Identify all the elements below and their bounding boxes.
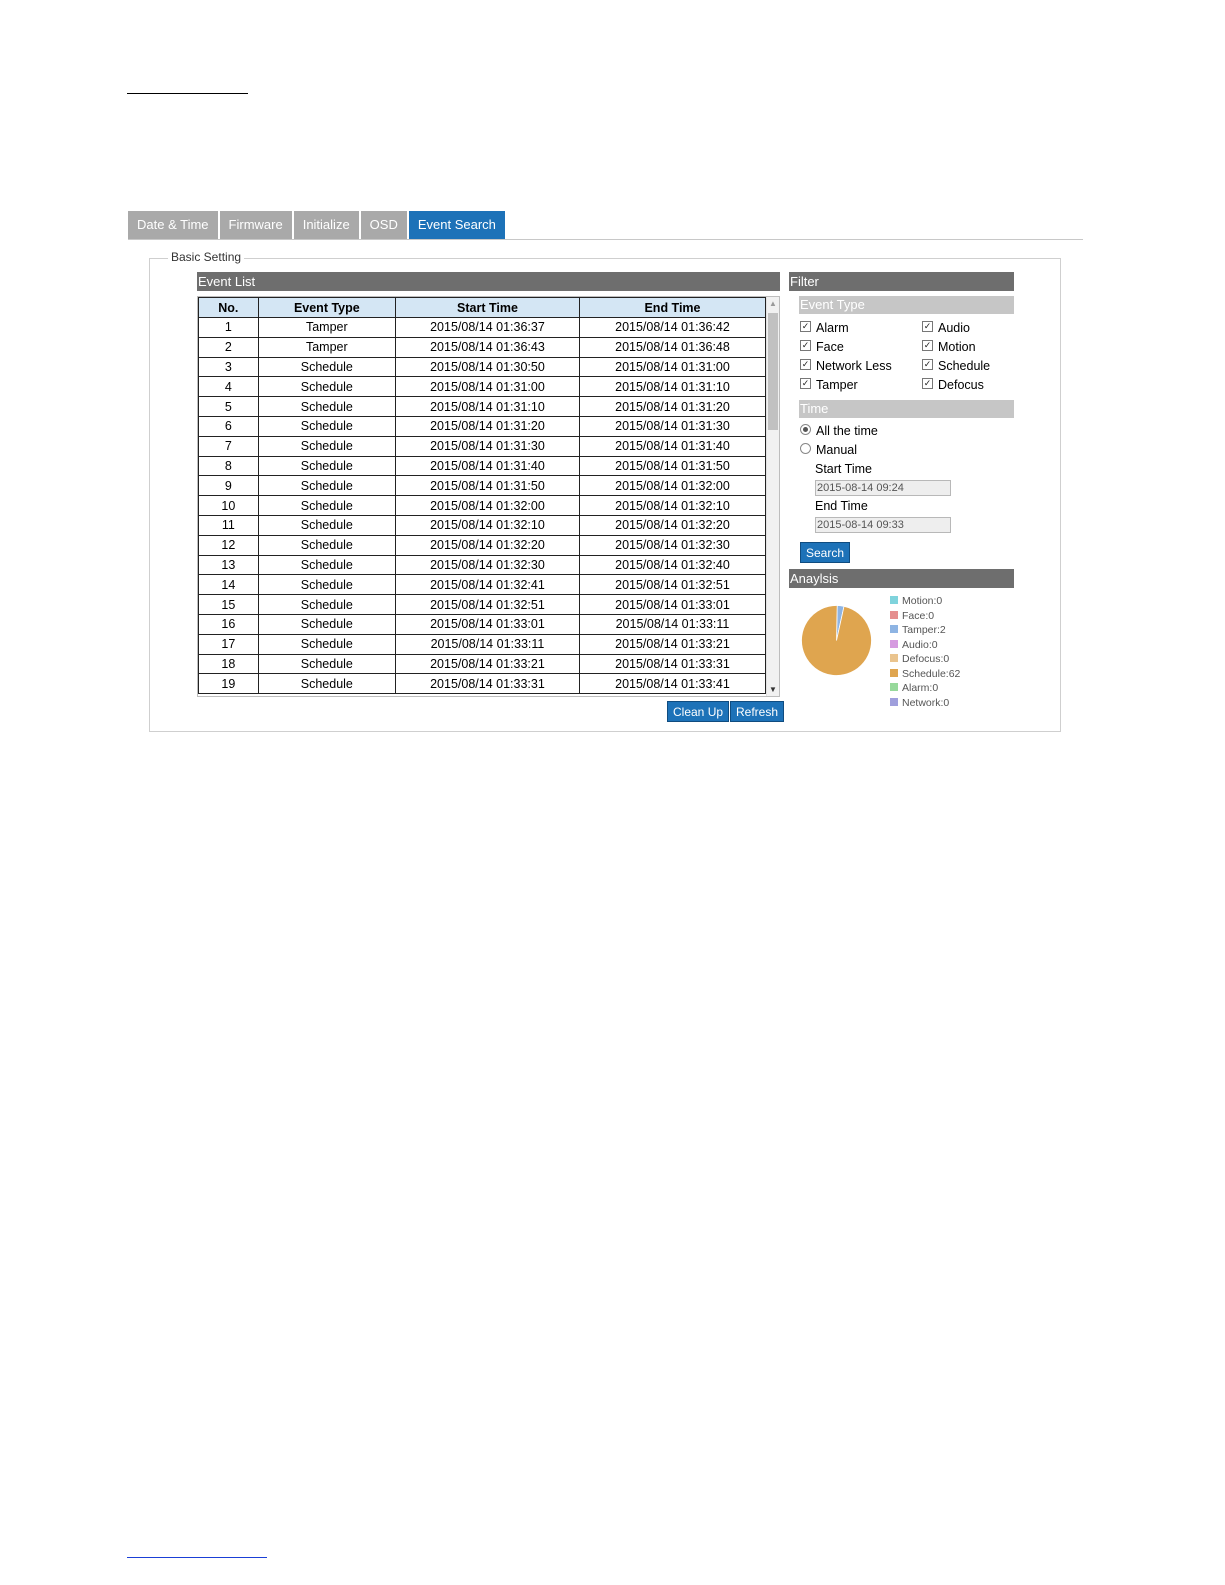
- cell-start-time: 2015/08/14 01:36:37: [395, 318, 579, 338]
- cell-start-time: 2015/08/14 01:32:41: [395, 575, 579, 595]
- checkbox-label: Motion: [938, 340, 976, 354]
- legend-label: Schedule:62: [902, 667, 961, 680]
- refresh-button[interactable]: Refresh: [730, 701, 784, 722]
- tab-initialize[interactable]: Initialize: [294, 211, 359, 239]
- checkmark-icon: ✓: [801, 359, 810, 370]
- cell-event-type: Schedule: [258, 535, 395, 555]
- scroll-up-icon[interactable]: ▲: [769, 299, 777, 308]
- end-time-label: End Time: [815, 499, 868, 513]
- event-table-body: [199, 318, 766, 694]
- cell-end-time: 2015/08/14 01:33:21: [579, 634, 765, 654]
- manual-radio[interactable]: [800, 442, 857, 458]
- checkbox-label: Schedule: [938, 359, 991, 373]
- cell-no: 19: [199, 674, 259, 694]
- cell-end-time: 2015/08/14 01:31:50: [579, 456, 765, 476]
- checkbox-defocus[interactable]: [922, 377, 984, 393]
- cell-end-time: 2015/08/14 01:32:40: [579, 555, 765, 575]
- table-header-row: [199, 298, 766, 318]
- legend-label: Network:0: [902, 696, 950, 709]
- column-header-end-time[interactable]: End Time: [579, 298, 765, 318]
- checkbox-label: Tamper: [816, 378, 858, 392]
- cell-start-time: 2015/08/14 01:31:40: [395, 456, 579, 476]
- cell-no: 8: [199, 456, 259, 476]
- checkbox-label: Alarm: [816, 321, 849, 335]
- cell-start-time: 2015/08/14 01:32:10: [395, 515, 579, 535]
- cell-event-type: Schedule: [258, 515, 395, 535]
- checkbox-schedule[interactable]: [922, 358, 990, 374]
- event-pie-chart: [800, 604, 873, 677]
- checkbox-network-less[interactable]: [800, 358, 892, 374]
- checkmark-icon: ✓: [923, 378, 932, 389]
- legend-item: [890, 594, 960, 609]
- checkbox-label: Face: [816, 340, 844, 354]
- cell-no: 10: [199, 496, 259, 516]
- cell-no: 13: [199, 555, 259, 575]
- table-row[interactable]: [199, 416, 766, 436]
- cell-end-time: 2015/08/14 01:31:00: [579, 357, 765, 377]
- cell-end-time: 2015/08/14 01:33:31: [579, 654, 765, 674]
- column-header-start-time[interactable]: Start Time: [395, 298, 579, 318]
- cell-event-type: Schedule: [258, 634, 395, 654]
- legend-swatch: [890, 611, 898, 619]
- legend-swatch: [890, 654, 898, 662]
- cell-end-time: 2015/08/14 01:31:30: [579, 416, 765, 436]
- cell-no: 18: [199, 654, 259, 674]
- cell-event-type: Schedule: [258, 436, 395, 456]
- basic-setting-legend: Basic Setting: [168, 250, 244, 264]
- checkmark-icon: ✓: [801, 321, 810, 332]
- radio-unselected-icon: [800, 443, 811, 454]
- cell-start-time: 2015/08/14 01:33:21: [395, 654, 579, 674]
- cell-start-time: 2015/08/14 01:31:10: [395, 397, 579, 417]
- legend-item: [890, 681, 960, 696]
- cell-end-time: 2015/08/14 01:32:51: [579, 575, 765, 595]
- legend-swatch: [890, 698, 898, 706]
- checkbox-tamper[interactable]: [800, 377, 858, 393]
- table-row[interactable]: [199, 614, 766, 634]
- legend-swatch: [890, 625, 898, 633]
- cell-event-type: Schedule: [258, 496, 395, 516]
- cell-event-type: Schedule: [258, 397, 395, 417]
- legend-label: Motion:0: [902, 595, 943, 607]
- cell-no: 14: [199, 575, 259, 595]
- cell-start-time: 2015/08/14 01:33:11: [395, 634, 579, 654]
- cell-start-time: 2015/08/14 01:33:31: [395, 674, 579, 694]
- legend-label: Defocus:0: [902, 653, 950, 665]
- tabs-divider: [128, 239, 1083, 240]
- settings-tabs: [128, 211, 507, 239]
- event-list-header: Event List: [197, 272, 780, 291]
- table-row[interactable]: [199, 674, 766, 694]
- page-header-rule: [127, 93, 248, 94]
- legend-label: Tamper:2: [902, 624, 946, 636]
- cell-no: 1: [199, 318, 259, 338]
- table-row[interactable]: [199, 436, 766, 456]
- cell-end-time: 2015/08/14 01:33:11: [579, 614, 765, 634]
- cell-event-type: Tamper: [258, 318, 395, 338]
- legend-item: [890, 667, 960, 682]
- cell-event-type: Schedule: [258, 555, 395, 575]
- table-row[interactable]: [199, 456, 766, 476]
- legend-swatch: [890, 640, 898, 648]
- cell-start-time: 2015/08/14 01:32:51: [395, 595, 579, 615]
- cell-no: 9: [199, 476, 259, 496]
- cell-start-time: 2015/08/14 01:31:30: [395, 436, 579, 456]
- cell-start-time: 2015/08/14 01:32:30: [395, 555, 579, 575]
- time-subheader: Time: [799, 400, 1014, 418]
- table-row[interactable]: [199, 515, 766, 535]
- checkmark-icon: ✓: [801, 378, 810, 389]
- cell-no: 17: [199, 634, 259, 654]
- cell-start-time: 2015/08/14 01:30:50: [395, 357, 579, 377]
- filter-header: Filter: [789, 272, 1014, 291]
- legend-item: [890, 609, 960, 624]
- table-row[interactable]: [199, 496, 766, 516]
- checkmark-icon: ✓: [923, 321, 932, 332]
- checkbox-label: Audio: [938, 321, 970, 335]
- cell-no: 5: [199, 397, 259, 417]
- legend-label: Face:0: [902, 609, 935, 622]
- pie-slice-schedule: [802, 606, 872, 676]
- cell-end-time: 2015/08/14 01:31:40: [579, 436, 765, 456]
- cell-start-time: 2015/08/14 01:31:50: [395, 476, 579, 496]
- event-list-scroll-area[interactable]: [197, 296, 780, 697]
- event-table: [198, 297, 766, 694]
- table-row[interactable]: [199, 634, 766, 654]
- event-type-subheader: Event Type: [799, 296, 1014, 314]
- legend-swatch: [890, 596, 898, 604]
- cell-start-time: 2015/08/14 01:31:00: [395, 377, 579, 397]
- cell-no: 11: [199, 515, 259, 535]
- cell-event-type: Schedule: [258, 377, 395, 397]
- legend-item: [890, 623, 960, 638]
- table-row[interactable]: [199, 357, 766, 377]
- checkbox-label: Defocus: [938, 378, 984, 392]
- table-row[interactable]: [199, 575, 766, 595]
- cell-start-time: 2015/08/14 01:32:00: [395, 496, 579, 516]
- cell-end-time: 2015/08/14 01:36:48: [579, 337, 765, 357]
- cell-end-time: 2015/08/14 01:31:20: [579, 397, 765, 417]
- manual-label: Manual: [816, 443, 857, 457]
- cell-end-time: 2015/08/14 01:33:41: [579, 674, 765, 694]
- cell-start-time: 2015/08/14 01:31:20: [395, 416, 579, 436]
- cell-no: 4: [199, 377, 259, 397]
- cell-start-time: 2015/08/14 01:32:20: [395, 535, 579, 555]
- cell-end-time: 2015/08/14 01:32:20: [579, 515, 765, 535]
- cell-end-time: 2015/08/14 01:31:10: [579, 377, 765, 397]
- cell-end-time: 2015/08/14 01:32:30: [579, 535, 765, 555]
- cell-end-time: 2015/08/14 01:32:00: [579, 476, 765, 496]
- cell-no: 15: [199, 595, 259, 615]
- cell-start-time: 2015/08/14 01:33:01: [395, 614, 579, 634]
- all-the-time-radio[interactable]: [800, 423, 878, 439]
- table-row[interactable]: [199, 476, 766, 496]
- tab-date-time[interactable]: Date & Time: [128, 211, 218, 239]
- checkmark-icon: ✓: [801, 340, 810, 351]
- checkmark-icon: ✓: [923, 340, 932, 351]
- tab-osd[interactable]: OSD: [361, 211, 407, 239]
- start-time-input[interactable]: 2015-08-14 09:24: [815, 480, 951, 496]
- checkbox-face[interactable]: [800, 339, 844, 355]
- scrollbar-thumb[interactable]: [768, 313, 778, 430]
- cell-event-type: Schedule: [258, 416, 395, 436]
- table-row[interactable]: [199, 377, 766, 397]
- cell-event-type: Schedule: [258, 654, 395, 674]
- analysis-legend: [890, 594, 960, 710]
- page-footer-rule: [127, 1557, 267, 1558]
- cell-end-time: 2015/08/14 01:32:10: [579, 496, 765, 516]
- cell-event-type: Schedule: [258, 476, 395, 496]
- cell-no: 2: [199, 337, 259, 357]
- table-row[interactable]: [199, 595, 766, 615]
- analysis-header: Anaylsis: [789, 569, 1014, 588]
- cell-end-time: 2015/08/14 01:36:42: [579, 318, 765, 338]
- cell-no: 12: [199, 535, 259, 555]
- cell-start-time: 2015/08/14 01:36:43: [395, 337, 579, 357]
- radio-selected-icon: [800, 424, 811, 435]
- scroll-down-icon[interactable]: ▼: [769, 685, 777, 694]
- column-header-event-type[interactable]: Event Type: [258, 298, 395, 318]
- cell-no: 16: [199, 614, 259, 634]
- tab-firmware[interactable]: Firmware: [220, 211, 292, 239]
- cell-event-type: Schedule: [258, 456, 395, 476]
- checkbox-alarm[interactable]: [800, 320, 849, 336]
- cell-no: 7: [199, 436, 259, 456]
- cell-end-time: 2015/08/14 01:33:01: [579, 595, 765, 615]
- legend-item: [890, 638, 960, 653]
- cell-no: 3: [199, 357, 259, 377]
- clean-up-button[interactable]: Clean Up: [667, 701, 729, 722]
- legend-item: [890, 652, 960, 667]
- table-row[interactable]: [199, 654, 766, 674]
- cell-event-type: Schedule: [258, 357, 395, 377]
- legend-swatch: [890, 683, 898, 691]
- column-header-no[interactable]: No.: [199, 298, 259, 318]
- legend-label: Alarm:0: [902, 682, 939, 694]
- legend-label: Audio:0: [902, 638, 938, 651]
- event-list-scrollbar[interactable]: [766, 297, 780, 696]
- end-time-input[interactable]: 2015-08-14 09:33: [815, 517, 951, 533]
- all-the-time-label: All the time: [816, 424, 878, 438]
- cell-event-type: Schedule: [258, 614, 395, 634]
- cell-event-type: Schedule: [258, 595, 395, 615]
- checkmark-icon: ✓: [923, 359, 932, 370]
- table-row[interactable]: [199, 318, 766, 338]
- cell-event-type: Schedule: [258, 674, 395, 694]
- table-row[interactable]: [199, 535, 766, 555]
- legend-item: [890, 696, 960, 711]
- search-button[interactable]: Search: [800, 542, 850, 563]
- legend-swatch: [890, 669, 898, 677]
- table-row[interactable]: [199, 337, 766, 357]
- cell-event-type: Tamper: [258, 337, 395, 357]
- tab-event-search[interactable]: Event Search: [409, 211, 505, 239]
- checkbox-label: Network Less: [816, 359, 892, 373]
- table-row[interactable]: [199, 555, 766, 575]
- checkbox-motion[interactable]: [922, 339, 976, 355]
- start-time-label: Start Time: [815, 462, 872, 476]
- table-row[interactable]: [199, 397, 766, 417]
- checkbox-audio[interactable]: [922, 320, 970, 336]
- cell-no: 6: [199, 416, 259, 436]
- cell-event-type: Schedule: [258, 575, 395, 595]
